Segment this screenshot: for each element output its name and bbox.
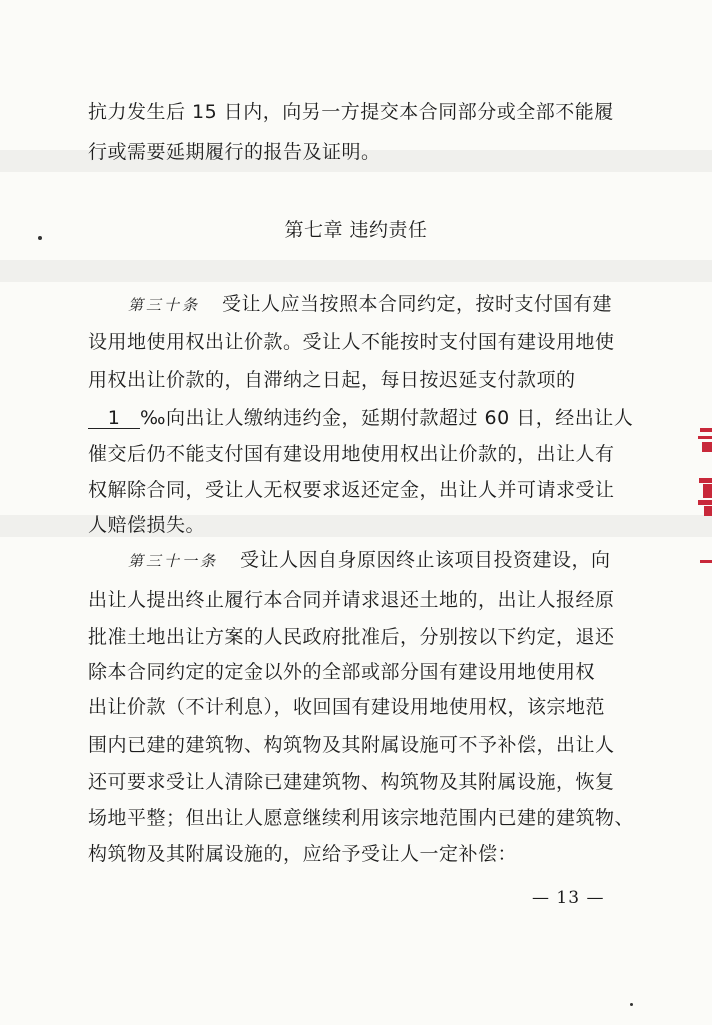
seal-stamp-fragment [694, 420, 712, 580]
article-31-first-line [128, 548, 658, 573]
scan-speck [630, 1003, 633, 1006]
article-31-label: 第三十一条 [128, 552, 219, 570]
body-line: 场地平整；但出让人愿意继续利用该宗地范围内已建的建筑物、 [88, 807, 635, 829]
body-line: 设用地使用权出让价款。受让人不能按时支付国有建设用地使 [88, 331, 615, 353]
body-line: 行或需要延期履行的报告及证明。 [88, 141, 381, 163]
article-30-text: 受让人应当按照本合同约定，按时支付国有建 [222, 293, 613, 315]
body-line: 围内已建的建筑物、构筑物及其附属设施可不予补偿，出让人 [88, 734, 615, 756]
body-line-with-blank [88, 406, 634, 430]
article-30-label: 第三十条 [128, 296, 201, 314]
chapter-heading: 第七章 违约责任 [284, 219, 428, 241]
penalty-rate-blank: 1 [88, 408, 140, 429]
body-line: 除本合同约定的定金以外的全部或部分国有建设用地使用权 [88, 661, 596, 683]
show-through-texture [0, 260, 712, 282]
body-line: 用权出让价款的，自滞纳之日起，每日按迟延支付款项的 [88, 369, 576, 391]
article-31-text: 受让人因自身原因终止该项目投资建设，向 [240, 549, 611, 571]
body-line: 还可要求受让人清除已建建筑物、构筑物及其附属设施，恢复 [88, 771, 615, 793]
body-line: 出让人提出终止履行本合同并请求退还土地的，出让人报经原 [88, 589, 615, 611]
body-line-rest: ‰向出让人缴纳违约金，延期付款超过 60 日，经出让人 [140, 407, 634, 429]
page-number: — 13 — [532, 888, 605, 908]
scan-speck [38, 236, 42, 240]
body-line: 抗力发生后 15 日内，向另一方提交本合同部分或全部不能履 [88, 101, 614, 123]
body-line: 构筑物及其附属设施的，应给予受让人一定补偿： [88, 843, 518, 865]
body-line: 批准土地出让方案的人民政府批准后，分别按以下约定，退还 [88, 626, 615, 648]
article-30-first-line [128, 292, 658, 317]
body-line: 权解除合同，受让人无权要求返还定金，出让人并可请求受让 [88, 479, 615, 501]
body-line: 出让价款（不计利息），收回国有建设用地使用权，该宗地范 [88, 696, 606, 718]
body-line: 人赔偿损失。 [88, 514, 206, 536]
body-line: 催交后仍不能支付国有建设用地使用权出让价款的，出让人有 [88, 443, 615, 465]
